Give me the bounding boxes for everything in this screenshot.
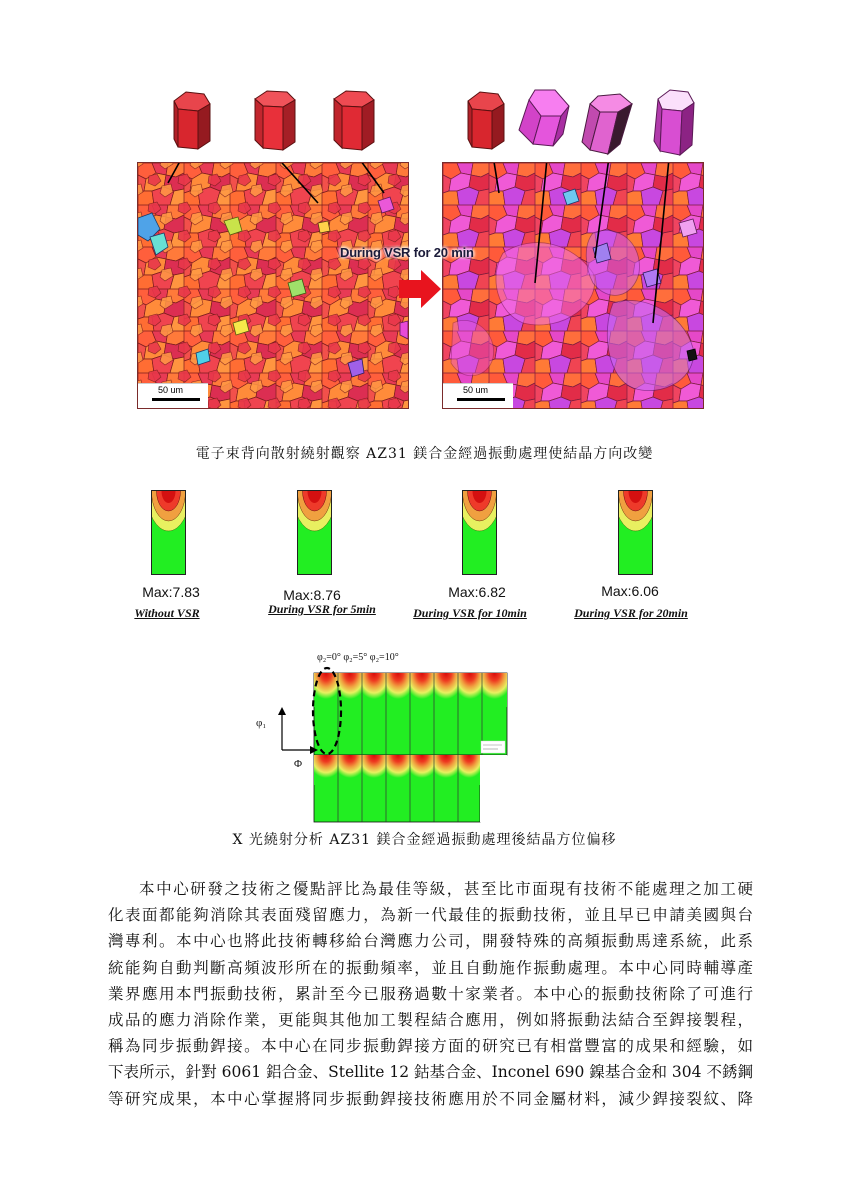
scale-bar-label: 50 um xyxy=(463,385,489,395)
ebsd-map-before xyxy=(138,163,408,408)
body-line: 統能夠自動判斷高頻波形所在的振動頻率，並且自動施作振動處理。本中心同時輔導產 xyxy=(108,958,753,977)
stress-panel-condition: During VSR for 10min xyxy=(413,606,527,620)
ebsd-caption: 電子束背向散射繞射觀察 AZ31 鎂合金經過振動處理使結晶方向改變 xyxy=(195,446,654,462)
body-paragraph xyxy=(108,876,753,1112)
hex-crystal-icon xyxy=(251,88,297,154)
stress-panel-condition: During VSR for 20min xyxy=(574,606,688,620)
odf-caption: X 光繞射分析 AZ31 鎂合金經過振動處理後結晶方位偏移 xyxy=(232,832,617,848)
stress-panel-max: Max:6.82 xyxy=(448,584,506,600)
body-line: 下表所示，針對 6061 鋁合金、Stellite 12 鈷基合金、Inconel 690 鎳基合金和 304 不銹鋼 xyxy=(108,1063,753,1082)
body-line: 化表面都能夠消除其表面殘留應力，為新一代最佳的振動技術，並且早已申請美國與台 xyxy=(108,906,753,925)
odf-bottom-hotspots xyxy=(314,755,480,785)
stress-panel xyxy=(297,490,332,575)
hex-crystal-icon xyxy=(462,89,508,153)
stress-panel xyxy=(618,490,653,575)
stress-panel-max: Max:7.83 xyxy=(142,584,200,600)
body-line: 業界應用本門振動技術，累計至今已服務過數十家業者。本中心的振動技術除了可進行 xyxy=(108,984,753,1003)
stress-panel xyxy=(462,490,497,575)
odf-map xyxy=(270,665,515,825)
stress-panel-max: Max:6.06 xyxy=(601,583,659,599)
stress-panel-condition: During VSR for 5min xyxy=(268,602,376,616)
odf-legend: φ₂=0° φ₂=5° φ₂=10° xyxy=(317,652,399,663)
ebsd-map-after xyxy=(443,163,703,408)
stress-panel-max: Max:8.76 xyxy=(283,587,341,603)
hex-crystal-icon xyxy=(168,89,214,153)
odf-axis-y-label: φ₁ xyxy=(256,717,267,729)
odf-top-hotspots xyxy=(314,673,507,707)
hex-crystal-tilted-icon xyxy=(580,92,636,158)
stress-panel xyxy=(151,490,186,575)
odf-axis-x-label: Φ xyxy=(294,758,303,770)
stress-panel-condition: Without VSR xyxy=(134,606,200,620)
body-line: 等研究成果，本中心掌握將同步振動銲接技術應用於不同金屬材料，減少銲接裂紋、降 xyxy=(108,1089,753,1108)
body-line: 稱為同步振動銲接。本中心在同步振動銲接方面的研究已有相當豐富的成果和經驗，如 xyxy=(108,1037,753,1056)
body-line: 本中心研發之技術之優點評比為最佳等級，甚至比市面現有技術不能處理之加工硬 xyxy=(139,880,753,898)
right-arrow-icon xyxy=(399,270,441,308)
scale-bar xyxy=(443,383,513,408)
hex-crystal-tilted-icon xyxy=(515,86,575,152)
scale-bar xyxy=(138,383,208,408)
scale-bar-label: 50 um xyxy=(158,385,184,395)
body-line: 灣專利。本中心也將此技術轉移給台灣應力公司，開發特殊的高頻振動馬達系統，此系 xyxy=(108,932,753,951)
vsr-overlay-label: During VSR for 20 min xyxy=(340,245,474,260)
body-line: 成品的應力消除作業，更能與其他加工製程結合應用，例如將振動法結合至銲接製程， xyxy=(108,1010,753,1029)
hex-crystal-tilted-icon xyxy=(650,87,698,159)
hex-crystal-icon xyxy=(330,88,376,154)
